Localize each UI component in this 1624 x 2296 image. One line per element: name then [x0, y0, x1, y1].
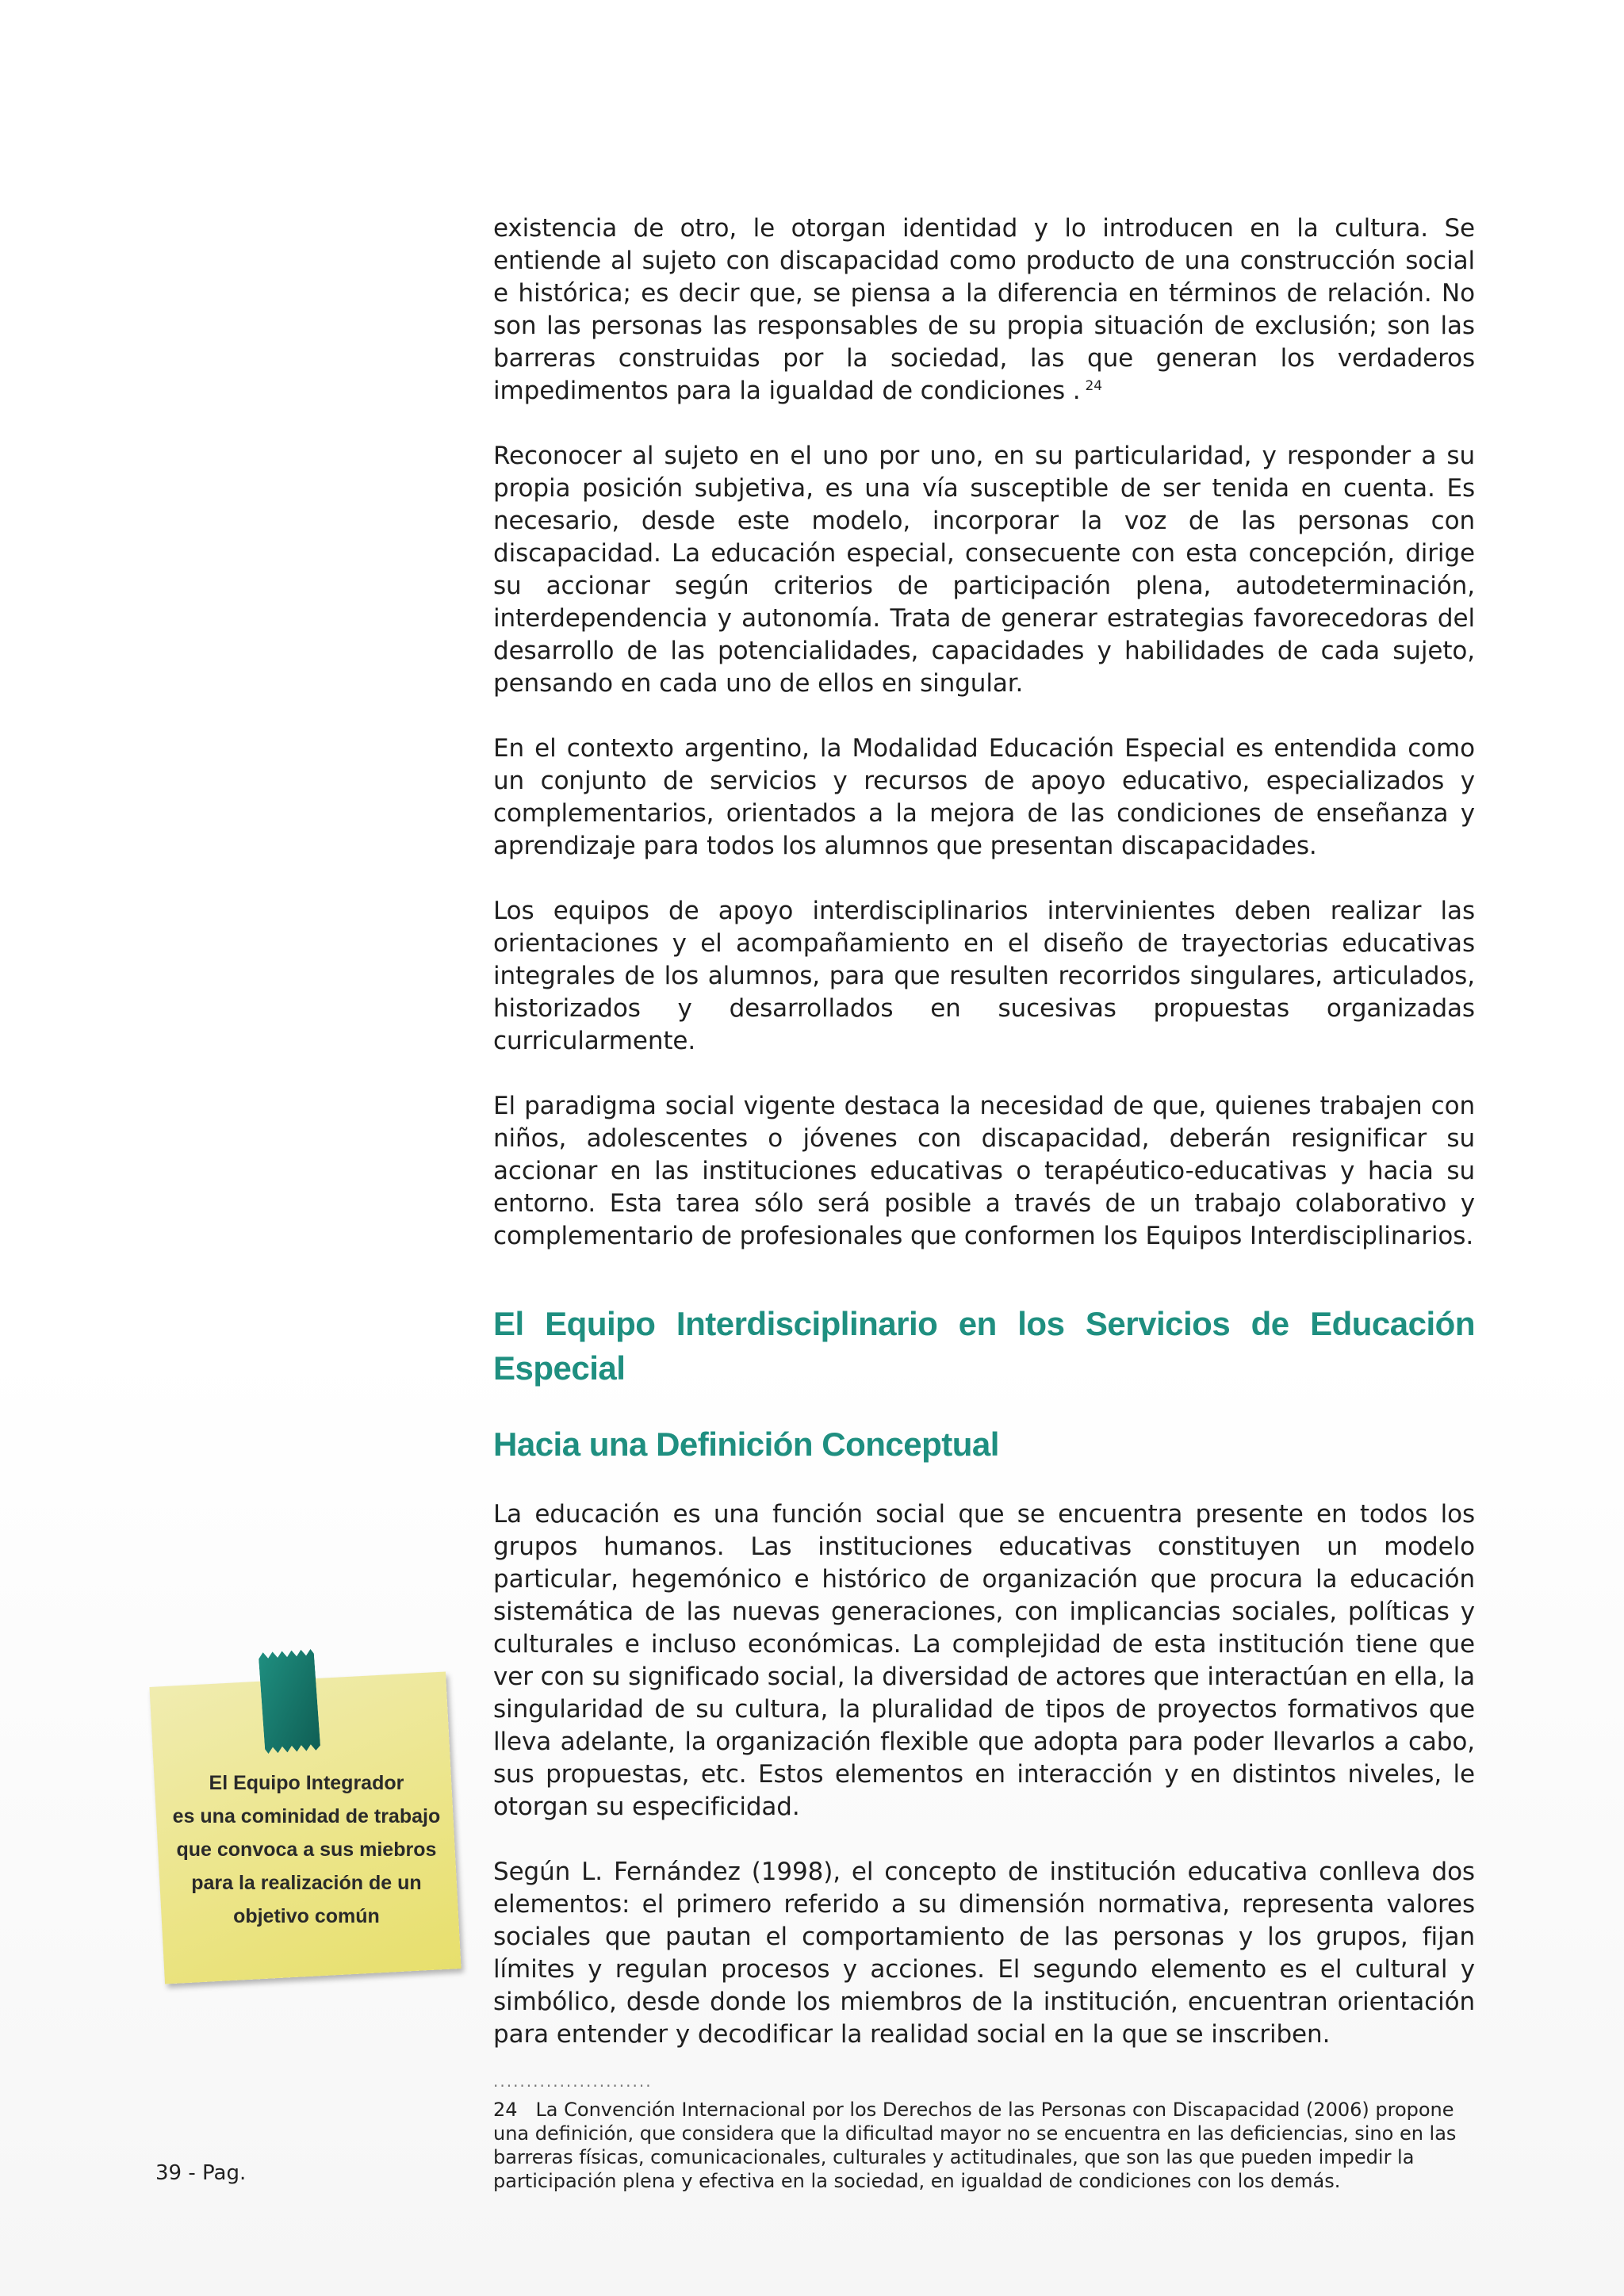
- footnote-reference: 24: [1085, 378, 1102, 394]
- sticky-note-line: El Equipo Integrador: [209, 1771, 404, 1794]
- zigzag-tab-icon: [259, 1649, 321, 1755]
- section-heading: El Equipo Interdisciplinario en los Servicios de Educación Especial: [493, 1305, 1475, 1387]
- section-paragraph-1: La educación es una función social que se encuentra presente en todos los grupos humanos. Las instituciones educativas constituyen un modelo particular, hegemónico e histórico de organización que procura la educación sistemática de las nuevas generaciones, con implicancias sociales, políticas y culturales e incluso económicas. La complejidad de esta institución tiene que ver con su significado social, la diversidad de actores que interactúan en ella, la singularidad de su cultura, la pluralidad de tipos de proyectos formativos que lleva adelante, la organización flexible que adopta para poder llevarlos a cabo, sus propuestas, etc. Estos elementos en interacción y en distintos niveles, le otorgan su especificidad.: [493, 1500, 1475, 1821]
- section-paragraph-2: Según L. Fernández (1998), el concepto de institución educativa conlleva dos elementos: el primero referido a su dimensión normativa, representa valores sociales que pautan el comportamiento de las personas y los grupos, fijan límites y regulan procesos y acciones. El segundo elemento es el cultural y simbólico, desde donde los miembros de la institución, encuentran orientación para entender y decodificar la realidad social en la que se inscriben.: [493, 1858, 1475, 2049]
- sticky-note-text: [158, 1766, 454, 1933]
- footnote-area: [493, 2072, 1475, 2193]
- page-number: 39 - Pag.: [155, 2161, 247, 2185]
- footnote-separator: ........................: [493, 2072, 653, 2091]
- sticky-note-line: es una cominidad de trabajo: [172, 1804, 441, 1827]
- footnote-text: La Convención Internacional por los Derechos de las Personas con Discapacidad (2006) propone una definición, que considera que la dificultad mayor no se encuentra en las deficiencias, sino en las barreras físicas, comunicacionales, culturales y actitudinales, que son las que pueden impedir la participación plena y efectiva en la sociedad, en igualdad de condiciones con los demás.: [493, 2099, 1457, 2192]
- body-paragraph-4: Los equipos de apoyo interdisciplinarios intervinientes deben realizar las orientaciones y el acompañamiento en el diseño de trayectorias educativas integrales de los alumnos, para que resulten recorridos singulares, articulados, historizados y desarrollados en sucesivas propuestas organizadas curricularmente.: [493, 897, 1475, 1055]
- body-paragraph-1: existencia de otro, le otorgan identidad y lo introducen en la cultura. Se entiende al sujeto con discapacidad como producto de una construcción social e histórica; es decir que, se piensa a la diferencia en términos de relación. No son las personas las responsables de su propia situación de exclusión; son las barreras construidas por la sociedad, las que generan los verdaderos impedimentos para la igualdad de condiciones . $^{24}$: [493, 214, 1475, 405]
- section-subheading: Hacia una Definición Conceptual: [493, 1425, 999, 1463]
- sticky-note-line: que convoca a sus miebros: [176, 1838, 437, 1861]
- sticky-note-line: objetivo común: [233, 1904, 380, 1927]
- sticky-note-line: para la realización de un: [191, 1871, 422, 1894]
- footnote-text-block: [493, 2098, 1475, 2193]
- body-paragraph-2: Reconocer al sujeto en el uno por uno, en su particularidad, y responder a su propia posición subjetiva, es una vía susceptible de ser tenida en cuenta. Es necesario, desde este modelo, incorporar la voz de las personas con discapacidad. La educación especial, consecuente con esta concepción, dirige su accionar según criterios de participación plena, autodeterminación, interdependencia y autonomía. Trata de generar estrategias favorecedoras del desarrollo de las potencialidades, capacidades y habilidades de cada sujeto, pensando en cada uno de ellos en singular.: [493, 442, 1475, 698]
- body-paragraph-3: En el contexto argentino, la Modalidad Educación Especial es entendida como un conjunto de servicios y recursos de apoyo educativo, especializados y complementarios, orientados a la mejora de las condiciones de enseñanza y aprendizaje para todos los alumnos que presentan discapacidades.: [493, 734, 1475, 860]
- footnote-number: 24: [493, 2099, 518, 2121]
- body-paragraph-5: El paradigma social vigente destaca la necesidad de que, quienes trabajen con niños, adolescentes o jóvenes con discapacidad, deberán resignificar su accionar en las instituciones educativas o terapéutico-educativas y hacia su entorno. Esta tarea sólo será posible a través de un trabajo colaborativo y complementario de profesionales que conformen los Equipos Interdisciplinarios.: [493, 1092, 1475, 1250]
- main-content: [493, 212, 1475, 2084]
